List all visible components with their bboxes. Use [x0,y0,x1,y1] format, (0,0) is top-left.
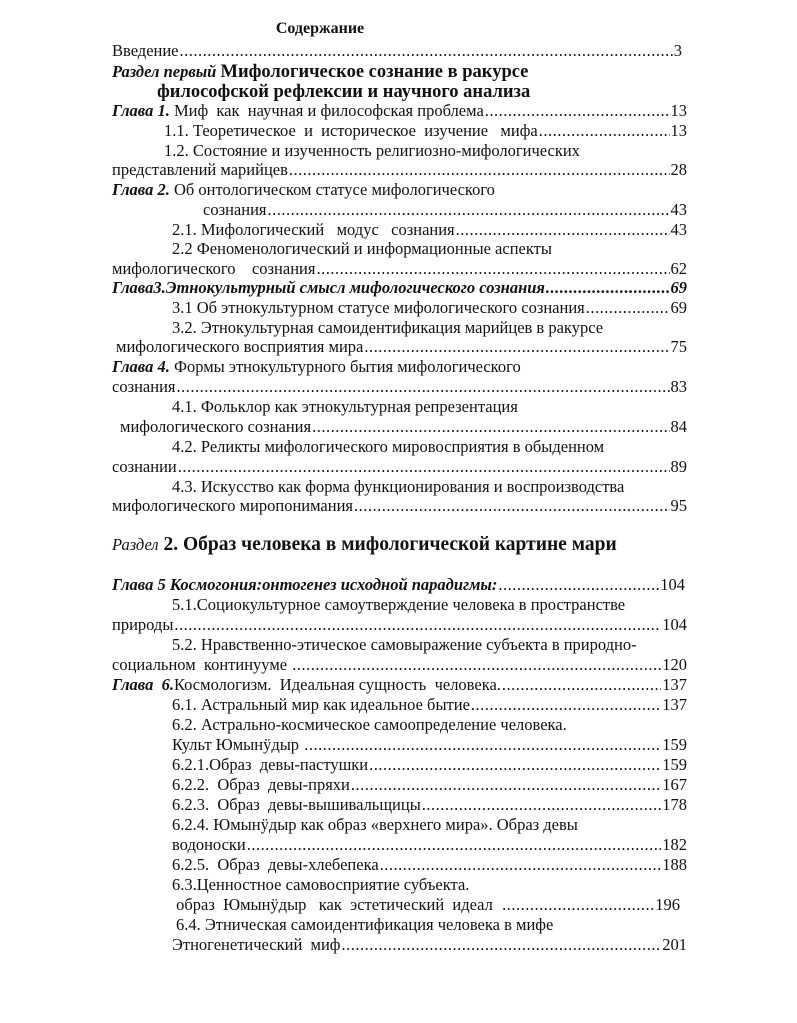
entry-text: Этногенетический миф [172,935,341,954]
leader-dots [586,298,670,318]
page-number: 3 [673,41,682,60]
toc-entry-1-1 [164,121,687,141]
entry-text: 1.1. Теоретическое и историческое изучение мифа [164,121,538,140]
chapter-label: Глава 1. [112,101,170,120]
entry-text: 6.2.5. Образ девы-хлебепека [172,855,379,874]
page-number: 28 [670,160,687,179]
section-heading-1 [112,62,632,102]
toc-entry-chapter-6 [112,675,687,695]
leader-dots [422,795,661,815]
toc-entry-1-2 [112,160,687,180]
toc-entry-chapter-4-line1 [112,357,521,377]
leader-dots [178,457,670,477]
entry-text: сознания [112,377,176,396]
toc-entry-6-2-1 [172,755,687,775]
section-label: Раздел первый [112,62,217,81]
page-title: Содержание [275,20,365,37]
section-title: 2. Образ человека в мифологической картине мари [158,534,617,555]
toc-entry-4-3 [112,496,687,516]
leader-dots [369,755,661,775]
page-number: 159 [662,755,687,774]
toc-entry-6-2-5 [172,855,687,875]
page-number: 104 [660,575,685,594]
leader-dots [498,575,659,595]
toc-entry-4-2 [112,457,687,477]
page-number: 13 [670,121,687,140]
page-number: 137 [662,675,687,694]
chapter-title: Формы этнокультурного бытия мифологического [169,357,521,376]
page-number: 182 [662,835,687,854]
toc-entry-3-1 [172,298,687,318]
toc-entry-6-2-2 [172,775,687,795]
page-number: 104 [662,615,687,634]
toc-entry-6-3-line1: 6.3.Ценностное самовосприятие субъекта. [172,875,470,894]
toc-entry-6-4 [172,935,687,955]
leader-dots [292,655,661,675]
page-number: 69 [670,278,687,297]
toc-entry-6-4-line1: 6.4. Этническая самоидентификация человека в мифе [176,915,554,934]
toc-entry-5-1-line1: 5.1.Социокультурное самоутверждение человека в пространстве [172,595,626,614]
toc-entry-6-3 [172,895,680,915]
entry-text: 6.2.1.Образ девы-пастушки [172,755,369,774]
page-number: 83 [670,377,687,396]
leader-dots [289,160,670,180]
entry-text: 6.2.2. Образ девы-пряхи [172,775,350,794]
entry-text: природы [112,615,174,634]
page-number: 69 [670,298,687,317]
page-number: 196 [655,895,680,914]
chapter-title: Об онтологическом статусе мифологического [169,180,495,199]
leader-dots [312,417,669,437]
page-number: 178 [662,795,687,814]
page-number: 89 [670,457,687,476]
toc-entry-6-2-4 [172,835,687,855]
page-number: 62 [670,259,687,278]
leader-dots [364,337,669,357]
leader-dots [456,220,670,240]
entry-text: Введение [112,41,179,60]
toc-entry-intro [112,41,682,61]
entry-text: сознания [203,200,267,219]
leader-dots [485,101,670,121]
leader-dots [351,775,661,795]
leader-dots [180,41,673,61]
page-number: 43 [670,220,687,239]
chapter-label: Глава 2. [112,180,170,199]
toc-entry-6-1 [172,695,687,715]
page-number: 137 [662,695,687,714]
toc-entry-chapter-4 [112,377,687,397]
section-label: Раздел [112,535,159,554]
toc-entry-4-2-line1: 4.2. Реликты мифологического мировосприятия в обыденном [172,437,605,456]
entry-text: мифологического сознания [112,259,316,278]
page-number: 188 [662,855,687,874]
leader-dots [268,200,670,220]
toc-entry-chapter-3 [112,278,687,298]
section-heading-2 [112,534,617,556]
leader-dots [174,615,661,635]
toc-entry-2-2-line1: 2.2 Феноменологический и информационные аспекты [172,239,552,258]
section-title-line2: философской рефлексии и научного анализа [157,82,531,102]
toc-entry-chapter-5 [112,575,685,595]
entry-text: образ Юмынӱдыр как эстетический идеал [172,895,502,914]
chapter-label: Глава3. [112,278,166,297]
entry-text: 6.2.3. Образ девы-вышивальщицы [172,795,421,814]
chapter-title: Этнокультурный смысл мифологического сознания [165,278,545,297]
leader-dots [177,377,670,397]
section-title-line1: Мифологическое сознание в ракурсе [220,62,529,82]
leader-dots [502,895,654,915]
chapter-title: Миф как научная и философская проблема [169,101,484,120]
toc-entry-6-2 [172,735,687,755]
toc-entry-6-2-3 [172,795,687,815]
leader-dots [342,935,662,955]
toc-entry-6-2-4-line1: 6.2.4. Юмынӱдыр как образ «верхнего мира». Образ девы [172,815,578,834]
entry-text: водоноски [172,835,246,854]
leader-dots [539,121,670,141]
toc-entry-5-2 [112,655,687,675]
page-number: 201 [662,935,687,954]
page-number: 75 [670,337,687,356]
toc-entry-4-1 [120,417,687,437]
chapter-label: Глава 4. [112,357,170,376]
toc-entry-chapter-2 [203,200,687,220]
toc-entry-chapter-1 [112,101,687,121]
entry-text: Культ Юмынӱдыр [172,735,304,754]
chapter-label: Глава 6. [112,675,174,694]
entry-text: мифологического восприятия мира [116,337,364,356]
entry-text: мифологического миропонимания [112,496,354,515]
leader-dots [380,855,662,875]
page-number: 13 [670,101,687,120]
entry-text: 3.1 Об этнокультурном статусе мифологического сознания [172,298,585,317]
page-number: 43 [670,200,687,219]
entry-text: 2.1. Мифологический модус сознания [172,220,455,239]
toc-entry-4-3-line1: 4.3. Искусство как форма функционирования и воспроизводства [172,477,625,496]
leader-dots [354,496,669,516]
page-number: 84 [670,417,687,436]
chapter-title: Космологизм. Идеальная сущность человека. [173,675,501,694]
toc-entry-6-2-line1: 6.2. Астрально-космическое самоопределение человека. [172,715,567,734]
leader-dots [471,695,661,715]
entry-text: социальном континууме [112,655,292,674]
leader-dots [316,259,669,279]
entry-text: 6.1. Астральный мир как идеальное бытие [172,695,470,714]
leader-dots [247,835,661,855]
leader-dots [502,675,661,695]
entry-text: сознании [112,457,177,476]
entry-text: мифологического сознания [120,417,312,436]
toc-entry-5-2-line1: 5.2. Нравственно-этическое самовыражение субъекта в природно- [172,635,637,654]
toc-entry-5-1 [112,615,687,635]
entry-text: представлений марийцев [112,160,288,179]
page-number: 167 [662,775,687,794]
leader-dots [304,735,661,755]
chapter-label: Глава 5 Космогония:онтогенез исходной парадигмы: [112,575,498,594]
toc-entry-4-1-line1: 4.1. Фольклор как этнокультурная репрезентация [172,397,518,416]
leader-dots [546,278,670,298]
page-number: 159 [662,735,687,754]
toc-entry-chapter-2-line1 [112,180,495,200]
toc-entry-3-2-line1: 3.2. Этнокультурная самоидентификация марийцев в ракурсе [172,318,604,337]
toc-entry-2-2 [112,259,687,279]
toc-entry-2-1 [172,220,687,240]
toc-entry-1-2-line1: 1.2. Состояние и изученность религиозно-мифологических [164,141,580,160]
toc-entry-3-2 [116,337,687,357]
page-number: 120 [662,655,687,674]
page-number: 95 [670,496,687,515]
